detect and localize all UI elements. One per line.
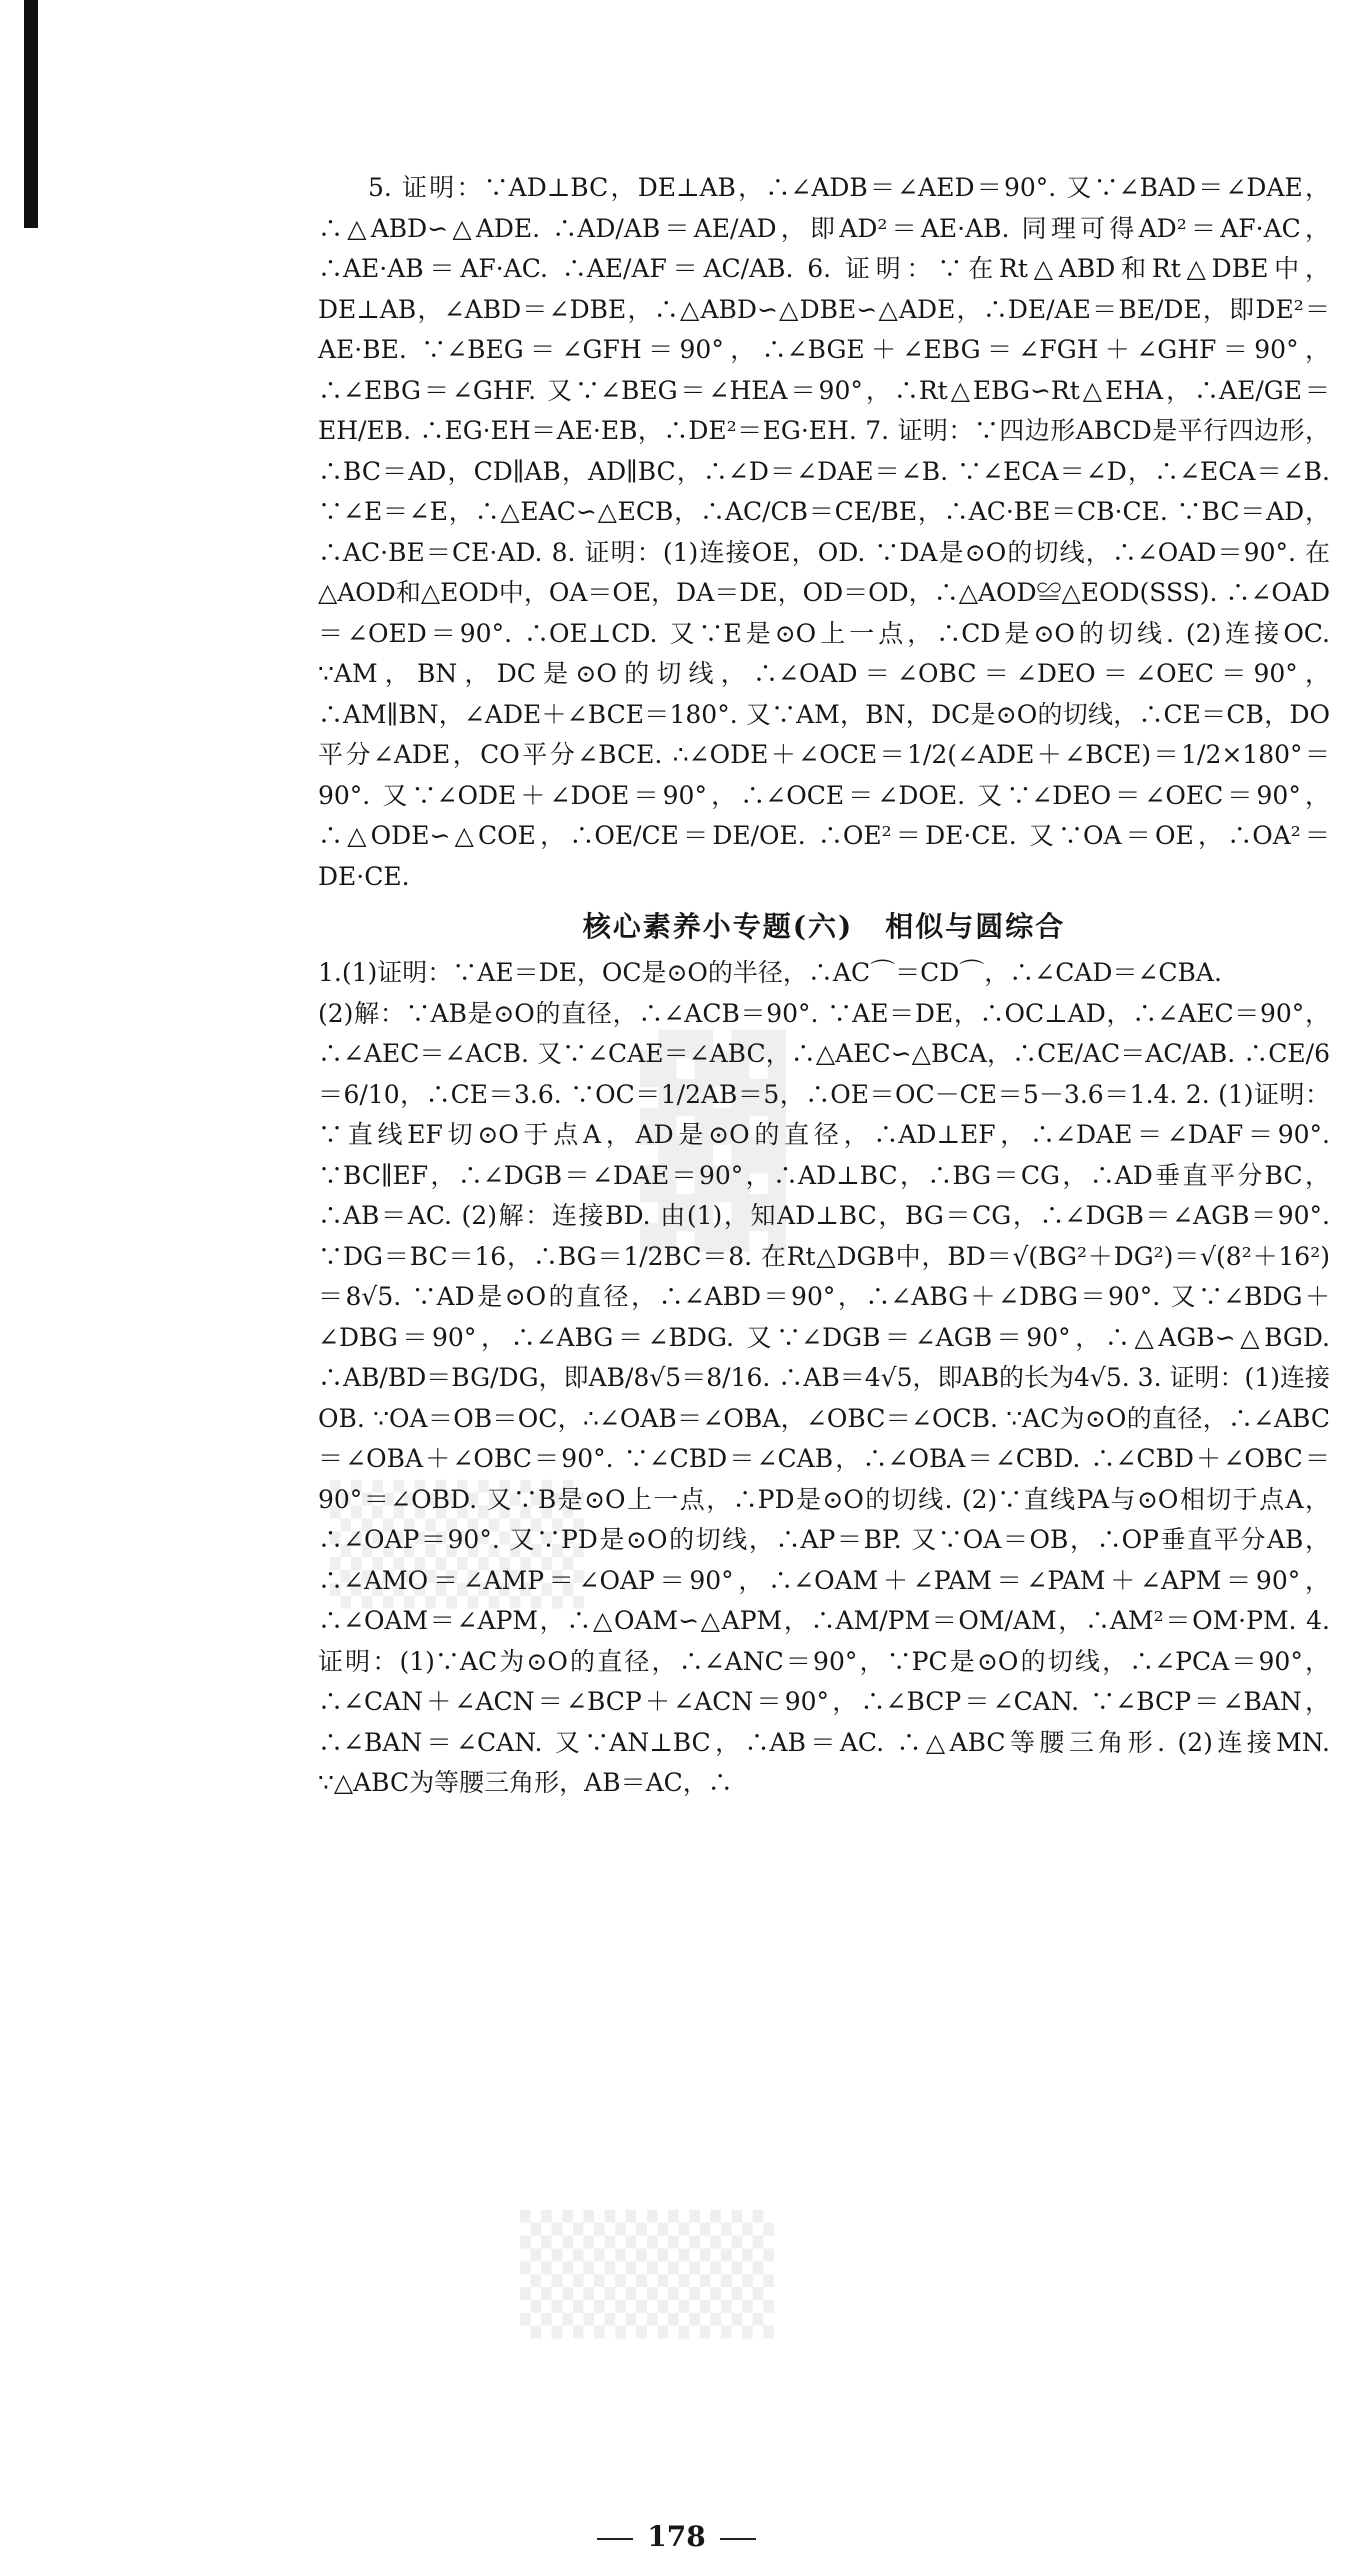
- watermark-center: ▓: [640, 1030, 787, 1251]
- section-answer-1-2-to-4: (2)解：∵AB是⊙O的直径，∴∠ACB＝90°. ∵AE＝DE，∴OC⊥AD，∴∠AEC＝90°，∴∠AEC＝∠ACB. 又∵∠CAE＝∠ABC，∴△AEC∽△BCA，∴CE/AC＝AC/AB. ∴CE/6＝6/10，∴CE＝3.6. ∵OC＝1/2AB＝5，∴OE＝OC－CE＝5－3.6＝1.4. 2. (1)证明：∵直线EF切⊙O于点A，AD是⊙O的直径，∴AD⊥EF，∴∠DAE＝∠DAF＝90°. ∵BC∥EF，∴∠DGB＝∠DAE＝90°，∴AD⊥BC，∴BG＝CG，∴AD垂直平分BC，∴AB＝AC. (2)解：连接BD. 由(1)，知AD⊥BC，BG＝CG，∴∠DGB＝∠AGB＝90°. ∵DG＝BC＝16，∴BG＝1/2BC＝8. 在Rt△DGB中，BD＝√(BG²＋DG²)＝√(8²＋16²)＝8√5. ∵AD是⊙O的直径，∴∠ABD＝90°，∴∠ABG＋∠DBG＝90°. 又∵∠BDG＋∠DBG＝90°，∴∠ABG＝∠BDG. 又∵∠DGB＝∠AGB＝90°，∴△AGB∽△BGD. ∴AB/BD＝BG/DG，即AB/8√5＝8/16. ∴AB＝4√5，即AB的长为4√5. 3. 证明：(1)连接OB. ∵OA＝OB＝OC，∴∠OAB＝∠OBA，∠OBC＝∠OCB. ∵AC为⊙O的直径，∴∠ABC＝∠OBA＋∠OBC＝90°. ∵∠CBD＝∠CAB，∴∠OBA＝∠CBD. ∴∠CBD＋∠OBC＝90°＝∠OBD. 又∵B是⊙O上一点，∴PD是⊙O的切线. (2)∵直线PA与⊙O相切于点A，∴∠OAP＝90°. 又∵PD是⊙O的切线，∴AP＝BP. 又∵OA＝OB，∴OP垂直平分AB，∴∠AMO＝∠AMP＝∠OAP＝90°，∴∠OAM＋∠PAM＝∠PAM＋∠APM＝90°，∴∠OAM＝∠APM，∴△OAM∽△APM，∴AM/PM＝OM/AM，∴AM²＝OM·PM. 4. 证明：(1)∵AC为⊙O的直径，∴∠ANC＝90°，∵PC是⊙O的切线，∴∠PCA＝90°，∴∠CAN＋∠ACN＝∠BCP＋∠ACN＝90°，∴∠BCP＝∠CAN. ∵∠BCP＝∠BAN，∴∠BAN＝∠CAN. 又∵AN⊥BC，∴AB＝AC. ∴△ABC等腰三角形. (2)连接MN. ∵△ABC为等腰三角形，AB＝AC，∴: [318, 998, 1330, 1797]
- watermark-lower: ▒▒▒: [520, 2210, 774, 2338]
- section-answer-1-1: 1.(1)证明：∵AE＝DE，OC是⊙O的半径，∴AC⌒＝CD⌒，∴∠CAD＝∠CBA.: [318, 958, 1222, 987]
- scan-edge-bar: [24, 0, 38, 228]
- section-title: [318, 907, 1330, 947]
- section-title-left: 核心素养小专题(六): [582, 910, 854, 943]
- page-number: [0, 2520, 1353, 2553]
- watermark-middle: ▒▒▒: [330, 1480, 584, 1608]
- answer-content: [318, 168, 1330, 1804]
- page-number-text: 178: [647, 2520, 706, 2553]
- section-title-right: 相似与圆综合: [885, 910, 1066, 943]
- answer-paragraph-5-8: 5. 证明：∵AD⊥BC，DE⊥AB，∴∠ADB＝∠AED＝90°. 又∵∠BAD＝∠DAE，∴△ABD∽△ADE. ∴AD/AB＝AE/AD，即AD²＝AE·AB. 同理可得AD²＝AF·AC，∴AE·AB＝AF·AC. ∴AE/AF＝AC/AB. 6. 证明：∵在Rt△ABD和Rt△DBE中，DE⊥AB，∠ABD＝∠DBE，∴△ABD∽△DBE∽△ADE，∴DE/AE＝BE/DE，即DE²＝AE·BE. ∵∠BEG＝∠GFH＝90°，∴∠BGE＋∠EBG＝∠FGH＋∠GHF＝90°，∴∠EBG＝∠GHF. 又∵∠BEG＝∠HEA＝90°，∴Rt△EBG∽Rt△EHA，∴AE/GE＝EH/EB. ∴EG·EH＝AE·EB，∴DE²＝EG·EH. 7. 证明：∵四边形ABCD是平行四边形，∴BC＝AD，CD∥AB，AD∥BC，∴∠D＝∠DAE＝∠B. ∵∠ECA＝∠D，∴∠ECA＝∠B. ∵∠E＝∠E，∴△EAC∽△ECB，∴AC/CB＝CE/BE，∴AC·BE＝CB·CE. ∵BC＝AD，∴AC·BE＝CE·AD. 8. 证明：(1)连接OE，OD. ∵DA是⊙O的切线，∴∠OAD＝90°. 在△AOD和△EOD中，OA＝OE，DA＝DE，OD＝OD，∴△AOD≌△EOD(SSS). ∴∠OAD＝∠OED＝90°. ∴OE⊥CD. 又∵E是⊙O上一点，∴CD是⊙O的切线. (2)连接OC. ∵AM，BN，DC是⊙O的切线，∴∠OAD＝∠OBC＝∠DEO＝∠OEC＝90°，∴AM∥BN，∠ADE＋∠BCE＝180°. 又∵AM，BN，DC是⊙O的切线，∴CE＝CB，DO平分∠ADE，CO平分∠BCE. ∴∠ODE＋∠OCE＝1/2(∠ADE＋∠BCE)＝1/2×180°＝90°. 又∵∠ODE＋∠DOE＝90°，∴∠OCE＝∠DOE. 又∵∠DEO＝∠OEC＝90°，∴△ODE∽△COE，∴OE/CE＝DE/OE. ∴OE²＝DE·CE. 又∵OA＝OE，∴OA²＝DE·CE.: [318, 173, 1330, 891]
